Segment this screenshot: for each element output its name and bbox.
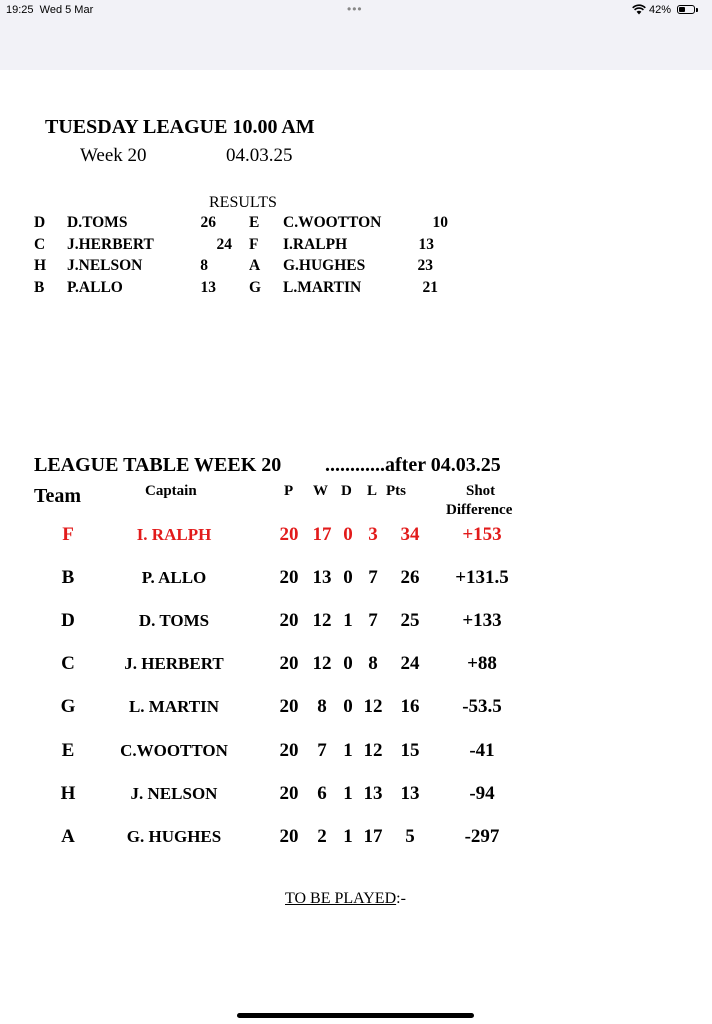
result-n2: C.WOOTTON — [283, 214, 382, 231]
table-diff: +88 — [467, 653, 497, 675]
week-date: 04.03.25 — [226, 145, 293, 166]
table-captain: L. MARTIN — [128, 697, 220, 717]
result-n1: P.ALLO — [67, 279, 123, 297]
result-s1: 8 — [200, 257, 208, 275]
table-d: 1 — [343, 782, 353, 804]
battery-percent: 42% — [649, 4, 672, 16]
table-team: D — [61, 610, 75, 632]
result-s2: 23 — [417, 257, 433, 275]
result-t1: B — [34, 279, 45, 297]
header-played: P — [284, 483, 294, 499]
table-p: 20 — [279, 567, 299, 589]
table-pts: 16 — [400, 696, 420, 718]
home-indicator[interactable] — [237, 1013, 474, 1018]
result-n1: J.HERBERT — [67, 235, 154, 253]
result-t1: D — [34, 214, 46, 231]
table-captain: C.WOOTTON — [120, 740, 228, 760]
result-n2: I.RALPH — [283, 235, 348, 253]
table-p: 20 — [279, 825, 299, 847]
table-diff: +133 — [462, 610, 502, 632]
table-pts: 24 — [400, 653, 420, 675]
table-pts: 13 — [400, 782, 420, 804]
result-n2: G.HUGHES — [283, 257, 366, 275]
table-captain: I. RALPH — [136, 525, 212, 544]
result-s2: 21 — [422, 279, 438, 297]
table-l: 7 — [368, 567, 378, 589]
table-w: 2 — [317, 825, 327, 847]
battery-icon — [677, 5, 695, 14]
table-team: A — [61, 825, 75, 847]
table-captain: J. NELSON — [130, 783, 218, 803]
table-d: 1 — [343, 825, 353, 847]
league-table-after: ............after 04.03.25 — [325, 454, 501, 476]
table-w: 13 — [312, 567, 332, 589]
table-p: 20 — [279, 524, 299, 545]
table-pts: 34 — [400, 524, 420, 545]
result-s1: 26 — [200, 214, 216, 231]
table-team: C — [61, 653, 75, 675]
result-t2: F — [249, 235, 259, 253]
table-p: 20 — [279, 782, 299, 804]
table-diff: +153 — [462, 524, 502, 545]
table-pts: 15 — [400, 739, 420, 761]
result-n1: J.NELSON — [67, 257, 143, 275]
table-captain: P. ALLO — [141, 568, 207, 588]
table-diff: +131.5 — [455, 567, 509, 589]
table-diff: -297 — [464, 825, 500, 847]
table-d: 1 — [343, 739, 353, 761]
table-l: 17 — [363, 825, 383, 847]
result-t1: C — [34, 235, 46, 253]
result-s1: 24 — [216, 235, 232, 253]
results-heading: RESULTS — [209, 194, 277, 211]
table-w: 6 — [317, 782, 327, 804]
week-label: Week 20 — [80, 145, 147, 166]
table-d: 0 — [343, 653, 353, 675]
table-pts: 25 — [400, 610, 420, 632]
table-diff: -53.5 — [462, 696, 502, 718]
table-d: 0 — [343, 696, 353, 718]
table-p: 20 — [279, 610, 299, 632]
table-pts: 5 — [405, 825, 415, 847]
table-team: H — [60, 782, 76, 804]
table-w: 8 — [317, 696, 327, 718]
table-w: 7 — [317, 739, 327, 761]
wifi-icon — [632, 4, 646, 15]
to-be-played: TO BE PLAYED:- — [285, 890, 406, 907]
table-w: 17 — [312, 524, 332, 545]
result-t2: E — [249, 214, 260, 231]
header-lost: L — [367, 483, 378, 499]
header-captain: Captain — [145, 483, 197, 499]
header-team: Team — [34, 485, 82, 507]
table-p: 20 — [279, 739, 299, 761]
result-n2: L.MARTIN — [283, 279, 362, 297]
result-t2: G — [249, 279, 262, 297]
result-t1: H — [34, 257, 47, 275]
result-n1: D.TOMS — [67, 214, 128, 231]
result-t2: A — [249, 257, 261, 275]
status-bar — [0, 0, 712, 70]
table-w: 12 — [312, 610, 332, 632]
header-shot: Shot — [466, 483, 496, 499]
result-s1: 13 — [200, 279, 216, 297]
table-team: G — [60, 696, 76, 718]
table-l: 7 — [368, 610, 378, 632]
table-captain: D. TOMS — [138, 611, 210, 631]
table-l: 13 — [363, 782, 383, 804]
multitasking-dots-icon[interactable]: ••• — [347, 2, 363, 16]
battery-tip — [696, 8, 698, 12]
table-team: B — [61, 567, 75, 589]
league-table-title: LEAGUE TABLE WEEK 20 — [34, 454, 282, 476]
header-won: W — [313, 483, 328, 499]
table-w: 12 — [312, 653, 332, 675]
table-team: F — [62, 524, 74, 545]
status-time-date: 19:25 Wed 5 Mar — [6, 4, 94, 16]
table-pts: 26 — [400, 567, 420, 589]
table-d: 0 — [343, 524, 353, 545]
table-captain: G. HUGHES — [126, 826, 222, 846]
table-l: 12 — [363, 739, 383, 761]
table-diff: -94 — [469, 782, 495, 804]
table-d: 1 — [343, 610, 353, 632]
table-p: 20 — [279, 696, 299, 718]
result-s2: 10 — [432, 214, 448, 231]
table-team: E — [61, 739, 75, 761]
table-p: 20 — [279, 653, 299, 675]
header-drawn: D — [341, 483, 352, 499]
table-diff: -41 — [469, 739, 495, 761]
table-l: 12 — [363, 696, 383, 718]
table-l: 8 — [368, 653, 378, 675]
document-title: TUESDAY LEAGUE 10.00 AM — [45, 116, 315, 138]
table-l: 3 — [368, 524, 378, 545]
table-d: 0 — [343, 567, 353, 589]
table-captain: J. HERBERT — [124, 654, 224, 674]
result-s2: 13 — [418, 235, 434, 253]
battery-fill — [679, 7, 685, 12]
header-points: Pts — [386, 483, 406, 499]
header-difference: Difference — [446, 502, 513, 518]
